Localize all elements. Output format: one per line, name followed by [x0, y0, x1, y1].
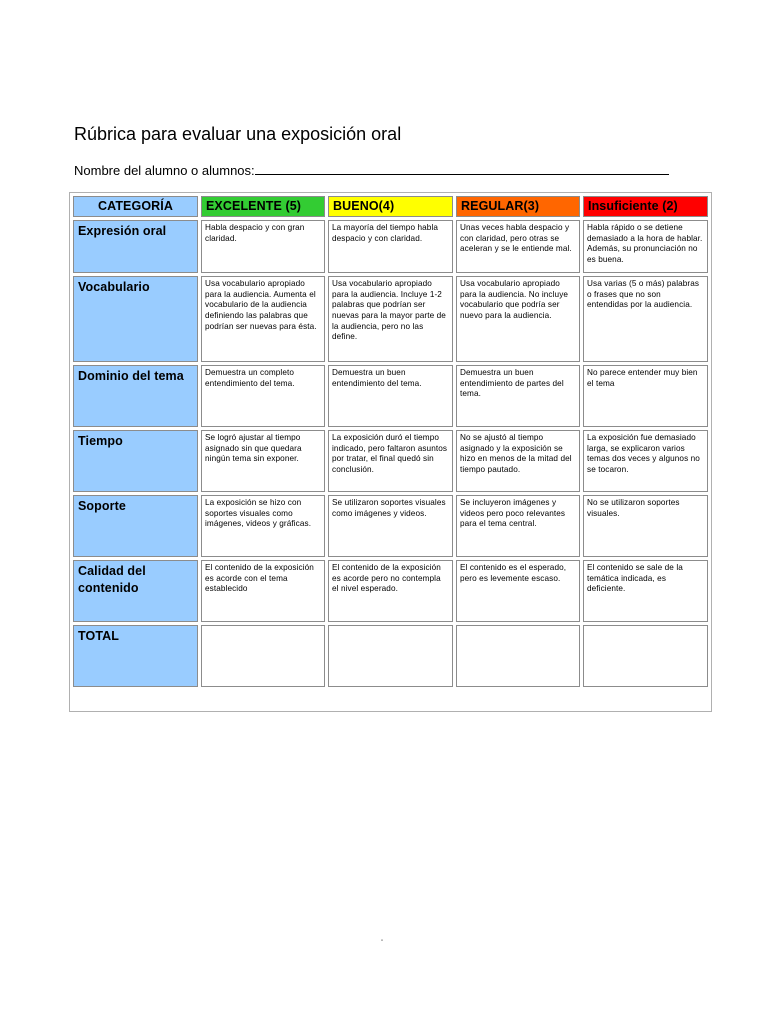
row-category: Expresión oral: [73, 220, 198, 273]
rubric-row-tiempo: [73, 430, 708, 492]
cell-regular: Unas veces habla despacio y con claridad, pero otras se aceleran y se le entiende mal.: [456, 220, 580, 273]
cell-bueno: [328, 625, 453, 687]
cell-bueno: Se utilizaron soportes visuales como imágenes y videos.: [328, 495, 453, 557]
header-excelente: EXCELENTE (5): [201, 196, 325, 217]
row-category-total: TOTAL: [73, 625, 198, 687]
cell-regular: Se incluyeron imágenes y videos pero poco relevantes para el tema central.: [456, 495, 580, 557]
cell-regular: No se ajustó al tiempo asignado y la exposición se hizo en menos de la mitad del tiempo pautado.: [456, 430, 580, 492]
rubric-row-soporte: [73, 495, 708, 557]
document-title: Rúbrica para evaluar una exposición oral: [74, 124, 402, 144]
cell-excelente: La exposición se hizo con soportes visuales como imágenes, videos y gráficas.: [201, 495, 325, 557]
rubric-row-calidad-del-contenido: [73, 560, 708, 622]
cell-bueno: El contenido de la exposición es acorde pero no contempla el nivel esperado.: [328, 560, 453, 622]
header-regular: REGULAR(3): [456, 196, 580, 217]
rubric-row-expresion-oral: [73, 220, 708, 273]
cell-insuficiente: La exposición fue demasiado larga, se explicaron varios temas dos veces y algunos no se tocaron.: [583, 430, 708, 492]
rubric-table-container: [69, 192, 712, 712]
cell-excelente: El contenido de la exposición es acorde con el tema establecido: [201, 560, 325, 622]
student-name-line: [74, 162, 669, 178]
cell-excelente: Habla despacio y con gran claridad.: [201, 220, 325, 273]
cell-insuficiente: Usa varias (5 o más) palabras o frases que no son entendidas por la audiencia.: [583, 276, 708, 362]
row-category: Vocabulario: [73, 276, 198, 362]
cell-regular: Usa vocabulario apropiado para la audiencia. No incluye vocabulario que podría ser nuevo para la audiencia.: [456, 276, 580, 362]
footer-mark: ": [381, 940, 384, 946]
cell-regular: Demuestra un buen entendimiento de partes del tema.: [456, 365, 580, 427]
header-insuficiente: Insuficiente (2): [583, 196, 708, 217]
student-name-blank: [255, 162, 669, 175]
cell-excelente: Se logró ajustar al tiempo asignado sin que quedara ningún tema sin exponer.: [201, 430, 325, 492]
header-bueno: BUENO(4): [328, 196, 453, 217]
cell-insuficiente: Habla rápido o se detiene demasiado a la hora de hablar. Además, su pronunciación no es buena.: [583, 220, 708, 273]
cell-regular: El contenido es el esperado, pero es levemente escaso.: [456, 560, 580, 622]
rubric-row-vocabulario: [73, 276, 708, 362]
cell-excelente: Usa vocabulario apropiado para la audiencia. Aumenta el vocabulario de la audiencia definiendo las palabras que podrían ser nuevas para ésta.: [201, 276, 325, 362]
cell-bueno: Usa vocabulario apropiado para la audiencia. Incluye 1-2 palabras que podrían ser nuevas para la mayor parte de la audiencia, pero no las define.: [328, 276, 453, 362]
student-name-label: Nombre del alumno o alumnos:: [74, 163, 255, 178]
cell-bueno: Demuestra un buen entendimiento del tema.: [328, 365, 453, 427]
rubric-row-dominio-del-tema: [73, 365, 708, 427]
rubric-row-total: [73, 625, 708, 687]
rubric-header-row: [73, 196, 708, 217]
cell-insuficiente: [583, 625, 708, 687]
rubric-table: [70, 193, 711, 690]
cell-excelente: [201, 625, 325, 687]
header-category: CATEGORÍA: [73, 196, 198, 217]
row-category: Dominio del tema: [73, 365, 198, 427]
cell-insuficiente: El contenido se sale de la temática indicada, es deficiente.: [583, 560, 708, 622]
cell-regular: [456, 625, 580, 687]
cell-insuficiente: No parece entender muy bien el tema: [583, 365, 708, 427]
cell-excelente: Demuestra un completo entendimiento del tema.: [201, 365, 325, 427]
row-category: Tiempo: [73, 430, 198, 492]
row-category: Soporte: [73, 495, 198, 557]
cell-bueno: La exposición duró el tiempo indicado, pero faltaron asuntos por tratar, el final quedó sin conclusión.: [328, 430, 453, 492]
cell-bueno: La mayoría del tiempo habla despacio y con claridad.: [328, 220, 453, 273]
cell-insuficiente: No se utilizaron soportes visuales.: [583, 495, 708, 557]
row-category: Calidad del contenido: [73, 560, 198, 622]
